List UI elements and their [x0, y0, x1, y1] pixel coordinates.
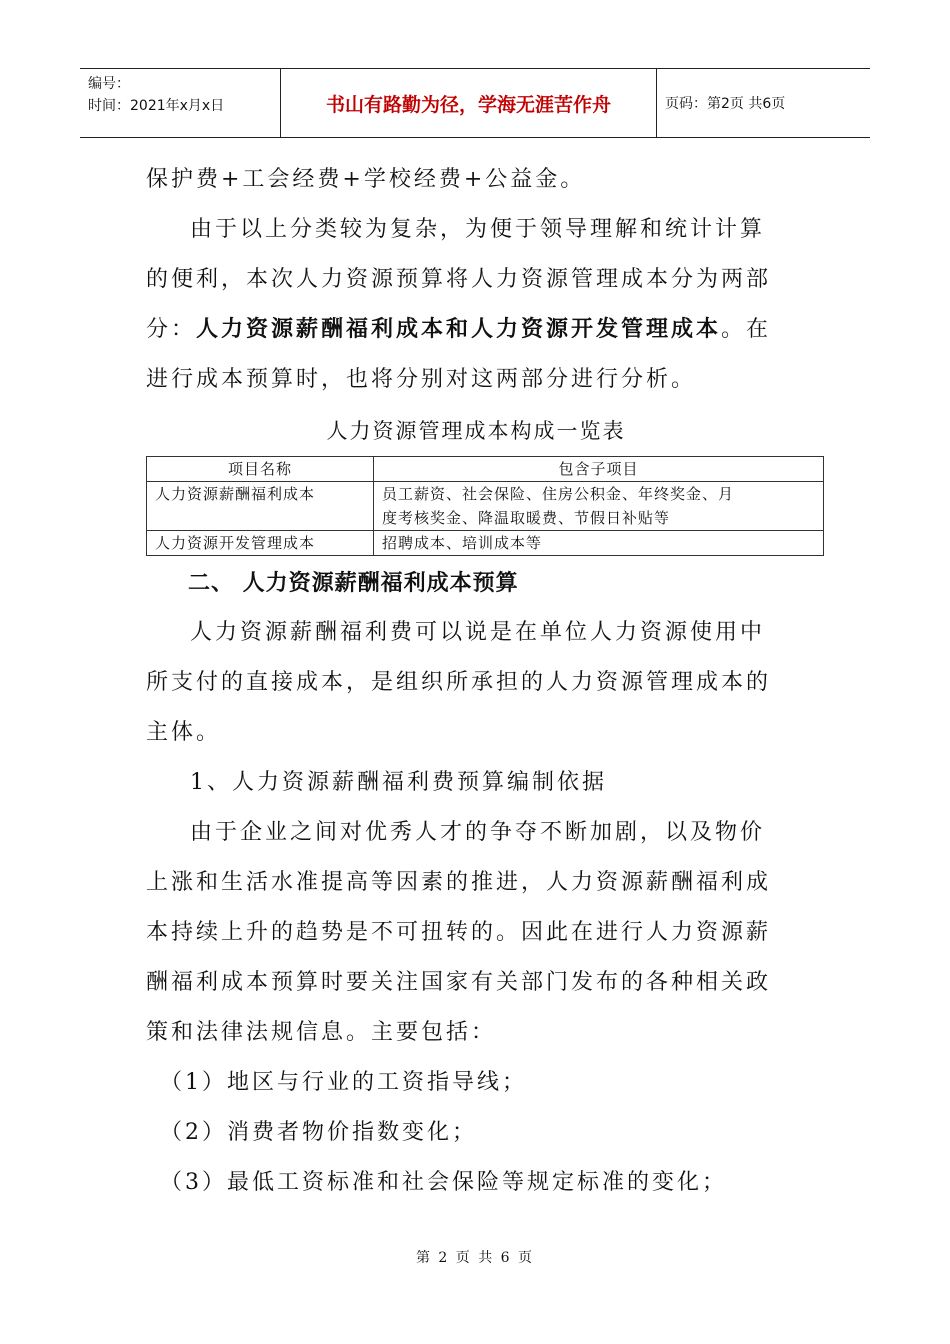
cell-line: 员工薪资、社会保险、住房公积金、年终奖金、月: [382, 485, 735, 503]
paragraph-line: 进行成本预算时，也将分别对这两部分进行分析。: [146, 367, 697, 392]
bold-emphasis: 人力资源薪酬福利成本和人力资源开发管理成本: [196, 317, 722, 342]
paragraph-line: 的便利，本次人力资源预算将人力资源管理成本分为两部: [146, 267, 772, 292]
document-number-label: 编号：: [88, 76, 130, 92]
table-cell: [374, 482, 824, 531]
header-meta: [80, 69, 280, 137]
subsection-heading: 1、人力资源薪酬福利费预算编制依据: [190, 770, 607, 795]
paragraph-line: 主体。: [146, 720, 222, 745]
page-footer: 第 2 页 共 6 页: [415, 1250, 535, 1266]
table-cell: 人力资源开发管理成本: [147, 531, 374, 556]
list-item: （1）地区与行业的工资指导线；: [160, 1070, 527, 1095]
table-row: [147, 531, 824, 556]
table-caption: 人力资源管理成本构成一览表: [326, 419, 626, 443]
paragraph-line: 保护费+工会经费+学校经费+公益金。: [146, 167, 586, 192]
list-item: （3）最低工资标准和社会保险等规定标准的变化；: [160, 1170, 727, 1195]
list-item: （2）消费者物价指数变化；: [160, 1120, 477, 1145]
paragraph-line: 人力资源薪酬福利费可以说是在单位人力资源使用中: [190, 620, 766, 645]
column-header: 包含子项目: [374, 457, 824, 482]
paragraph-line: 所支付的直接成本，是组织所承担的人力资源管理成本的: [146, 670, 772, 695]
cost-table: [146, 456, 824, 556]
header-page-number: 页码：第2页 共6页: [665, 96, 786, 112]
page-header: [80, 68, 870, 138]
table-cell: 人力资源薪酬福利成本: [147, 482, 374, 531]
document-time-label: 时间：2021年x月x日: [88, 98, 225, 114]
paragraph-line: 本持续上升的趋势是不可扭转的。因此在进行人力资源薪: [146, 920, 772, 945]
paragraph-line: 上涨和生活水准提高等因素的推进，人力资源薪酬福利成: [146, 870, 772, 895]
column-header: 项目名称: [147, 457, 374, 482]
table-header-row: [147, 457, 824, 482]
cell-line: 度考核奖金、降温取暖费、节假日补贴等: [382, 509, 671, 527]
paragraph-line: 由于企业之间对优秀人才的争夺不断加剧，以及物价: [190, 820, 766, 845]
section-heading: 二、 人力资源薪酬福利成本预算: [188, 571, 519, 596]
table-row: [147, 482, 824, 531]
paragraph-line: 酬福利成本预算时要关注国家有关部门发布的各种相关政: [146, 970, 772, 995]
paragraph-line: 由于以上分类较为复杂，为便于领导理解和统计计算: [190, 217, 766, 242]
paragraph-line: [146, 305, 806, 355]
paragraph-line: 策和法律法规信息。主要包括：: [146, 1020, 497, 1045]
text-span: 分：: [146, 317, 197, 342]
text-span: 。在: [721, 317, 772, 342]
header-motto: 书山有路勤为径，学海无涯苦作舟: [280, 69, 657, 137]
table-cell: 招聘成本、培训成本等: [374, 531, 824, 556]
